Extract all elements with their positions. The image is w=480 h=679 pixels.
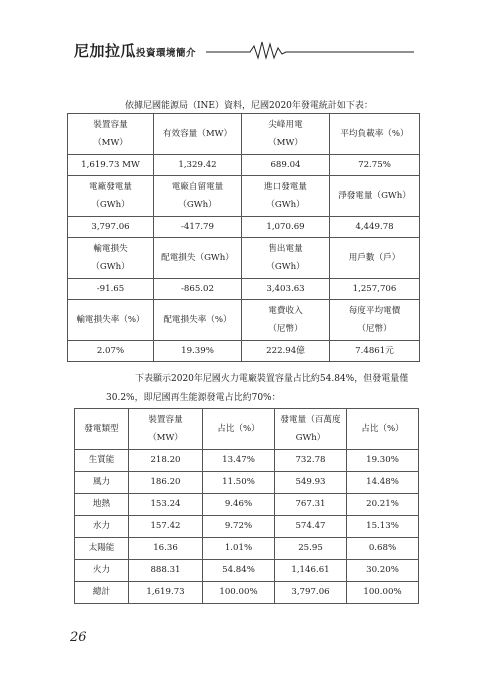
table-cell: 574.47 xyxy=(275,516,347,538)
table-cell: 火力 xyxy=(75,560,129,582)
table-cell: 地熱 xyxy=(75,494,129,516)
table-cell: 157.42 xyxy=(129,516,203,538)
table-row xyxy=(75,538,419,560)
table-cell: 54.84% xyxy=(203,560,275,582)
table-cell xyxy=(154,341,242,362)
cell-text: 淨發電量（GWh） xyxy=(338,190,411,201)
cell-text: 進口發電量 xyxy=(264,182,307,193)
table-cell xyxy=(154,176,242,217)
header-title-main: 尼加拉瓜 xyxy=(74,42,137,60)
cell-text: 輸電損失率（%） xyxy=(76,314,145,325)
table-cell xyxy=(154,279,242,300)
cell-text: 配電損失率（%） xyxy=(163,314,232,325)
cell-text: （GWh） xyxy=(266,199,305,210)
table-cell: 19.30% xyxy=(347,450,419,472)
cell-text: 1,257,706 xyxy=(352,283,397,294)
cell-text: 1,070.69 xyxy=(266,221,305,232)
table-cell xyxy=(68,217,154,238)
table-row xyxy=(68,279,420,300)
table-cell: 16.36 xyxy=(129,538,203,560)
cell-text: 發電量（百萬度 xyxy=(280,415,341,426)
table-cell xyxy=(154,155,242,176)
cell-text: 輸電損失 xyxy=(93,244,128,255)
cell-text: （MW） xyxy=(148,432,183,443)
table-cell: 218.20 xyxy=(129,450,203,472)
table-row xyxy=(75,494,419,516)
cell-text: 平均負載率（%） xyxy=(340,128,409,139)
table-cell: 767.31 xyxy=(275,494,347,516)
table-cell: 15.13% xyxy=(347,516,419,538)
header-wave-line xyxy=(74,36,414,62)
table-cell: 總計 xyxy=(75,582,129,604)
table-cell: 100.00% xyxy=(203,582,275,604)
table-cell xyxy=(129,409,203,450)
table-cell: 1.01% xyxy=(203,538,275,560)
table-cell: 100.00% xyxy=(347,582,419,604)
table-cell xyxy=(330,155,420,176)
cell-text: （GWh） xyxy=(91,261,130,272)
table-cell xyxy=(68,341,154,362)
table-cell xyxy=(68,155,154,176)
table-row xyxy=(68,176,420,217)
table-cell xyxy=(68,176,154,217)
table-cell xyxy=(68,279,154,300)
table-cell xyxy=(154,217,242,238)
cell-text: 689.04 xyxy=(270,159,301,170)
intro-text-2: 下表顯示2020年尼國火力電廠裝置容量占比約54.84%，但發電量僅 xyxy=(135,374,409,384)
cell-text: 電廠發電量 xyxy=(89,182,132,193)
table-cell xyxy=(203,409,275,450)
cell-text: 有效容量（MW） xyxy=(162,128,233,139)
cell-text: 占比（%） xyxy=(217,423,260,434)
table-cell: 9.72% xyxy=(203,516,275,538)
intro-text-3: 30.2%，即尼國再生能源發電占比約70%： xyxy=(106,393,281,403)
table-cell: 11.50% xyxy=(203,472,275,494)
table-header-row xyxy=(75,409,419,450)
table-cell xyxy=(242,176,330,217)
table-cell: 14.48% xyxy=(347,472,419,494)
cell-text: （GWh） xyxy=(266,261,305,272)
table-cell: 1,146.61 xyxy=(275,560,347,582)
table-cell: 3,797.06 xyxy=(275,582,347,604)
cell-text: （尼幣） xyxy=(357,323,392,334)
page-number: 26 xyxy=(70,630,87,645)
table-row xyxy=(68,341,420,362)
table-cell xyxy=(275,409,347,450)
cell-text: （GWh） xyxy=(91,199,130,210)
cell-text: 72.75% xyxy=(358,159,391,170)
cell-text: -417.79 xyxy=(181,221,214,232)
table-cell: 生質能 xyxy=(75,450,129,472)
table-cell xyxy=(330,300,420,341)
cell-text: 占比（%） xyxy=(361,423,404,434)
cell-text: 3,403.63 xyxy=(266,283,305,294)
cell-text: 裝置容量 xyxy=(93,120,128,131)
cell-text: 售出電量 xyxy=(268,244,303,255)
generation-type-table xyxy=(74,408,419,604)
cell-text: GWh） xyxy=(295,432,326,443)
cell-text: -865.02 xyxy=(181,283,214,294)
table-cell: 1,619.73 xyxy=(129,582,203,604)
table-cell xyxy=(330,114,420,155)
table-cell: 風力 xyxy=(75,472,129,494)
cell-text: （MW） xyxy=(268,137,303,148)
cell-text: -91.65 xyxy=(96,283,125,294)
table-cell: 153.24 xyxy=(129,494,203,516)
table-cell xyxy=(242,217,330,238)
table-row xyxy=(68,155,420,176)
table-row xyxy=(75,582,419,604)
cell-text: 7.4861元 xyxy=(355,345,394,356)
table-cell xyxy=(68,238,154,279)
cell-text: 19.39% xyxy=(181,345,214,356)
header-title-sub: 投資環境簡介 xyxy=(136,48,197,59)
table-cell xyxy=(242,279,330,300)
table-cell xyxy=(242,114,330,155)
cell-text: 尖峰用電 xyxy=(268,120,303,131)
table-cell xyxy=(330,341,420,362)
table-cell xyxy=(330,217,420,238)
table-cell xyxy=(154,238,242,279)
cell-text: 用戶數（戶） xyxy=(348,252,401,263)
table-cell: 30.20% xyxy=(347,560,419,582)
generation-stats-table xyxy=(67,113,420,362)
table-cell: 549.93 xyxy=(275,472,347,494)
table-cell: 太陽能 xyxy=(75,538,129,560)
table-row xyxy=(75,450,419,472)
table-cell xyxy=(330,279,420,300)
table-cell xyxy=(242,341,330,362)
cell-text: 電費收入 xyxy=(268,306,303,317)
table-cell xyxy=(154,114,242,155)
table-cell xyxy=(242,238,330,279)
cell-text: 1,329.42 xyxy=(178,159,217,170)
cell-text: 4,449.78 xyxy=(355,221,394,232)
page-header xyxy=(74,36,414,62)
table-row xyxy=(68,300,420,341)
cell-text: 配電損失（GWh） xyxy=(161,252,234,263)
table-cell xyxy=(68,114,154,155)
table-cell xyxy=(154,300,242,341)
table-row xyxy=(75,472,419,494)
table-row xyxy=(68,217,420,238)
cell-text: 1,619.73 MW xyxy=(81,159,140,170)
table-cell: 9.46% xyxy=(203,494,275,516)
table-cell: 186.20 xyxy=(129,472,203,494)
cell-text: （尼幣） xyxy=(268,323,303,334)
table-cell xyxy=(330,176,420,217)
cell-text: 每度平均電價 xyxy=(348,306,401,317)
cell-text: 3,797.06 xyxy=(91,221,130,232)
cell-text: （MW） xyxy=(93,137,128,148)
table-cell xyxy=(75,409,129,450)
table-cell: 888.31 xyxy=(129,560,203,582)
table-row xyxy=(68,238,420,279)
table-cell: 20.21% xyxy=(347,494,419,516)
table-row xyxy=(75,560,419,582)
cell-text: （GWh） xyxy=(178,199,217,210)
table-cell: 732.78 xyxy=(275,450,347,472)
cell-text: 222.94億 xyxy=(266,345,305,356)
table-row xyxy=(75,516,419,538)
table-cell: 0.68% xyxy=(347,538,419,560)
table-cell xyxy=(68,300,154,341)
cell-text: 電廠自留電量 xyxy=(171,182,224,193)
table-cell: 25.95 xyxy=(275,538,347,560)
table-row xyxy=(68,114,420,155)
table-cell xyxy=(330,238,420,279)
intro-text: 依據尼國能源局（INE）資料，尼國2020年發電統計如下表： xyxy=(125,101,373,111)
cell-text: 裝置容量 xyxy=(148,415,183,426)
table-cell xyxy=(242,155,330,176)
cell-text: 發電類型 xyxy=(84,423,119,434)
table-cell xyxy=(242,300,330,341)
cell-text: 2.07% xyxy=(96,345,125,356)
table-cell: 水力 xyxy=(75,516,129,538)
table-cell: 13.47% xyxy=(203,450,275,472)
table-cell xyxy=(347,409,419,450)
